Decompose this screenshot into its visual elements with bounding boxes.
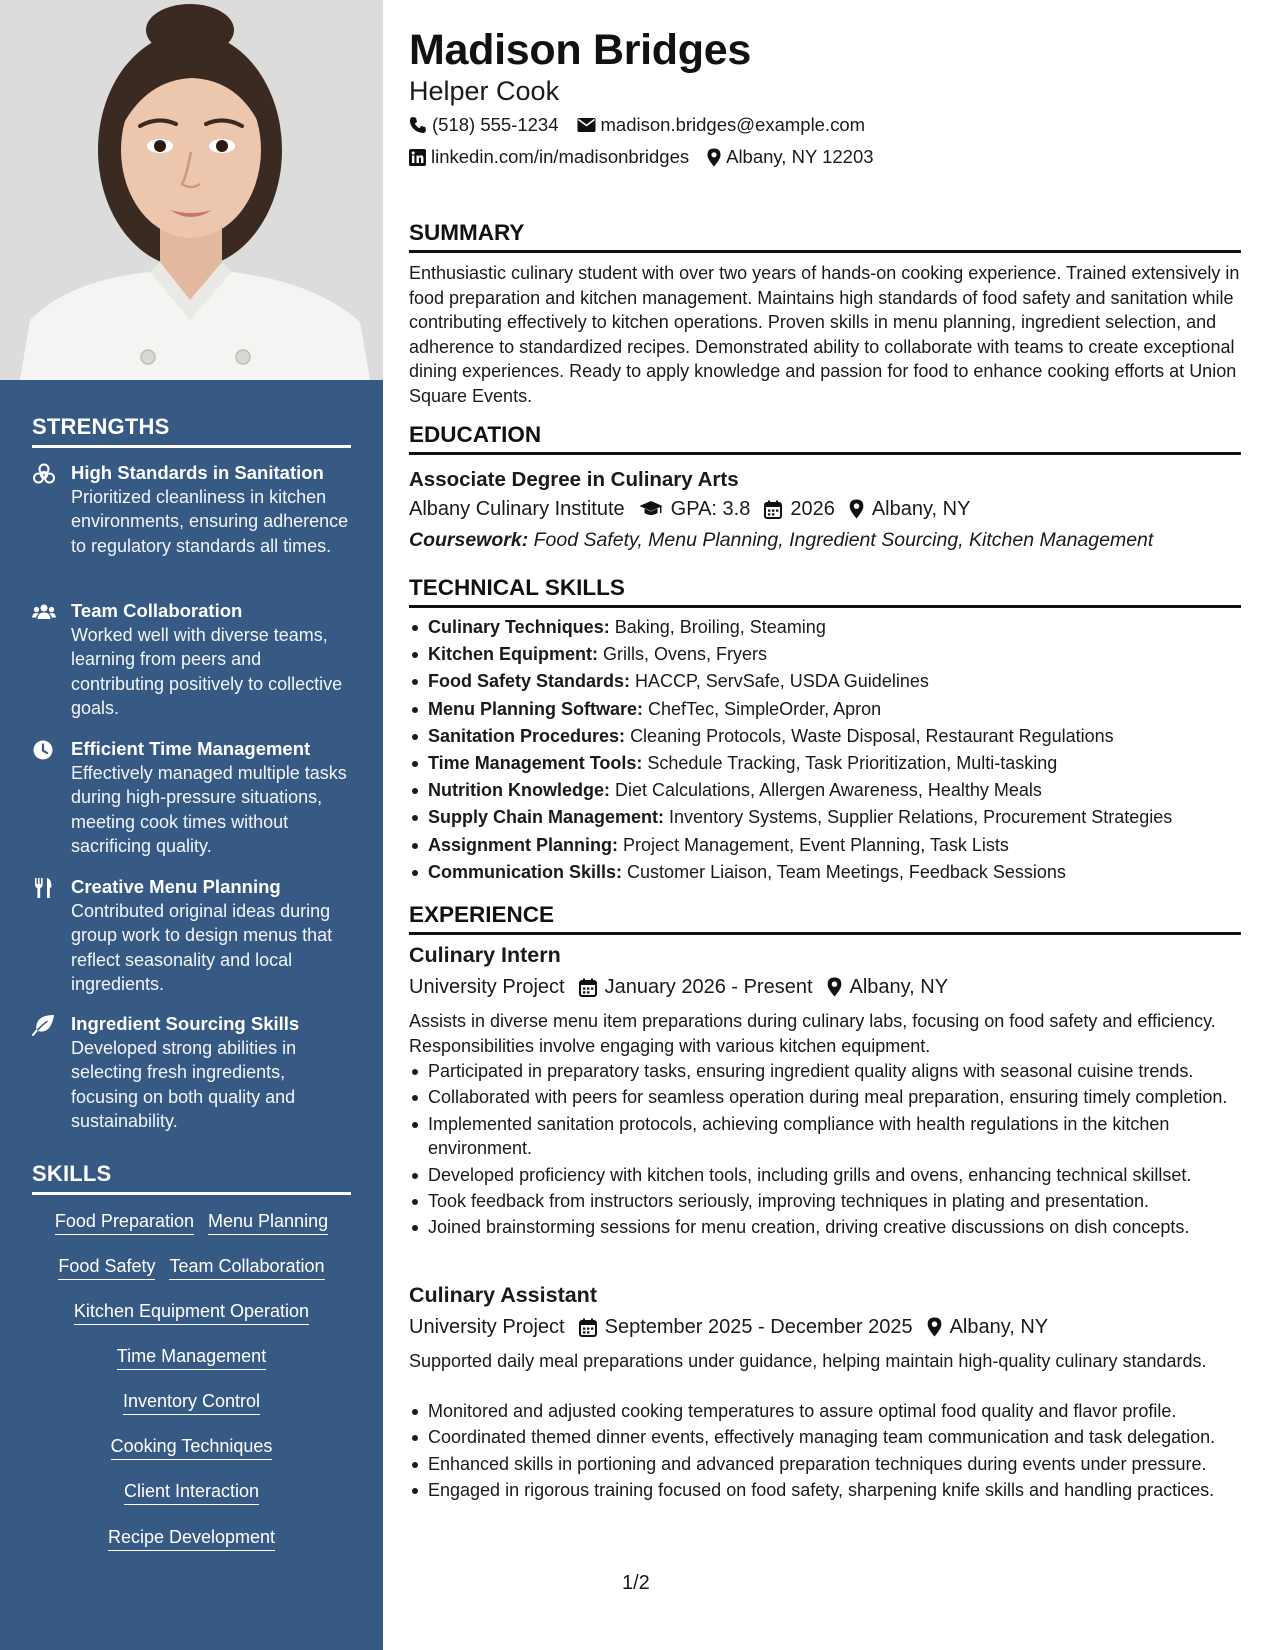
map-pin-icon — [927, 1317, 942, 1337]
job-org: University Project — [409, 1316, 565, 1338]
candidate-role: Helper Cook — [409, 76, 560, 106]
list-item: Time Management Tools: Schedule Tracking, Task Prioritization, Multi-tasking — [409, 751, 1241, 775]
graduation-cap-icon — [639, 500, 663, 518]
job-location: Albany, NY — [927, 1314, 1049, 1340]
skill-row — [0, 1434, 383, 1460]
strength-desc: Developed strong abilities in selecting fresh ingredients, focusing on both quality and sustainability. — [71, 1038, 297, 1132]
job-dates: September 2025 - December 2025 — [579, 1314, 913, 1340]
map-pin-icon — [849, 499, 864, 519]
list-item: Nutrition Knowledge: Diet Calculations, Allergen Awareness, Healthy Meals — [409, 778, 1241, 802]
calendar-icon — [764, 500, 782, 519]
skill-tag: Time Management — [117, 1344, 266, 1370]
list-item: Coordinated themed dinner events, effectively managing team communication and task delegation. — [409, 1425, 1241, 1449]
school-name: Albany Culinary Institute — [409, 498, 625, 520]
phone-contact — [409, 113, 559, 137]
location-contact — [707, 145, 873, 169]
list-item: Developed proficiency with kitchen tools, including grills and ovens, enhancing technical skillset. — [409, 1163, 1241, 1187]
location-text: Albany, NY 12203 — [726, 146, 874, 167]
graduation-year: 2026 — [764, 496, 835, 522]
list-item: Menu Planning Software: ChefTec, SimpleOrder, Apron — [409, 697, 1241, 721]
strength-desc: Prioritized cleanliness in kitchen environments, ensuring adherence to regulatory standards all times. — [71, 487, 349, 556]
degree-title: Associate Degree in Culinary Arts — [409, 468, 739, 491]
job-title: Culinary Assistant — [409, 1283, 597, 1307]
skill-tag: Cooking Techniques — [111, 1434, 273, 1460]
education-heading: EDUCATION — [409, 421, 1241, 455]
phone-text: (518) 555-1234 — [432, 114, 559, 135]
utensils-icon — [32, 877, 56, 899]
profile-photo — [0, 0, 383, 380]
map-pin-icon — [707, 148, 721, 167]
job-location: Albany, NY — [827, 974, 949, 1000]
job-bullets — [409, 1399, 1241, 1505]
strength-item — [32, 1012, 352, 1134]
calendar-icon — [579, 978, 597, 997]
skill-tag: Kitchen Equipment Operation — [74, 1299, 309, 1325]
strength-title: Ingredient Sourcing Skills — [71, 1013, 300, 1034]
skill-row — [0, 1299, 383, 1325]
list-item: Took feedback from instructors seriously, improving techniques in plating and presentation. — [409, 1189, 1241, 1213]
strength-desc: Effectively managed multiple tasks during high-pressure situations, meeting cook times without sacrificing quality. — [71, 763, 347, 857]
list-item: Engaged in rigorous training focused on food safety, sharpening knife skills and handling practices. — [409, 1478, 1241, 1502]
strength-item — [32, 875, 352, 997]
list-item: Kitchen Equipment: Grills, Ovens, Fryers — [409, 642, 1241, 666]
list-item: Assignment Planning: Project Management, Event Planning, Task Lists — [409, 833, 1241, 857]
biohazard-icon — [32, 463, 56, 485]
list-item: Enhanced skills in portioning and advanced preparation techniques during events under pressure. — [409, 1452, 1241, 1476]
skill-tag: Recipe Development — [108, 1525, 275, 1551]
job-summary: Supported daily meal preparations under guidance, helping maintain high-quality culinary standards. — [409, 1351, 1207, 1371]
list-item: Monitored and adjusted cooking temperatures to assure optimal food quality and flavor profile. — [409, 1399, 1241, 1423]
users-icon — [32, 601, 56, 623]
job-dates: January 2026 - Present — [579, 974, 813, 1000]
page-number: 1/2 — [622, 1572, 650, 1594]
list-item: Implemented sanitation protocols, achieving compliance with health regulations in the kitchen environment. — [409, 1112, 1241, 1161]
list-item: Food Safety Standards: HACCP, ServSafe, USDA Guidelines — [409, 669, 1241, 693]
list-item: Collaborated with peers for seamless operation during meal preparation, ensuring timely completion. — [409, 1085, 1241, 1109]
list-item: Culinary Techniques: Baking, Broiling, Steaming — [409, 615, 1241, 639]
skill-row — [0, 1344, 383, 1370]
strength-title: Team Collaboration — [71, 600, 243, 621]
gpa: GPA: 3.8 — [639, 496, 751, 522]
education-meta — [409, 496, 984, 522]
technical-skills-list — [409, 615, 1241, 887]
strength-desc: Contributed original ideas during group work to design menus that reflect seasonality and local ingredients. — [71, 901, 333, 995]
technical-skills-heading: TECHNICAL SKILLS — [409, 574, 1241, 608]
summary-text: Enthusiastic culinary student with over two years of hands-on cooking experience. Trained extensively in food preparation and kitchen management. Maintains high standards of food safety and sanitation while contributing effectively to kitchen operations. Proven skills in menu planning, ingredient selection, and adherence to standardized recipes. Demonstrated ability to collaborate with teams to create exceptional dining experiences. Ready to apply knowledge and passion for food to enhance cooking efforts at Union Square Events. — [409, 263, 1240, 406]
job-title: Culinary Intern — [409, 943, 561, 967]
linkedin-contact[interactable] — [409, 145, 689, 169]
experience-heading: EXPERIENCE — [409, 901, 1241, 935]
skill-tag: Food Safety — [58, 1254, 155, 1280]
list-item: Sanitation Procedures: Cleaning Protocols, Waste Disposal, Restaurant Regulations — [409, 724, 1241, 748]
strength-title: High Standards in Sanitation — [71, 462, 324, 483]
skill-tag: Inventory Control — [123, 1389, 260, 1415]
skills-heading: SKILLS — [32, 1161, 351, 1195]
skill-tag: Client Interaction — [124, 1479, 259, 1505]
skill-tag: Menu Planning — [208, 1209, 328, 1235]
coursework-line — [409, 527, 1153, 553]
email-link[interactable]: madison.bridges@example.com — [600, 114, 866, 135]
strengths-heading: STRENGTHS — [32, 414, 351, 448]
skill-row — [0, 1479, 383, 1505]
linkedin-link[interactable]: linkedin.com/in/madisonbridges — [431, 146, 690, 167]
coursework-label: Coursework: — [409, 529, 529, 551]
list-item: Participated in preparatory tasks, ensuring ingredient quality aligns with seasonal cuisine trends. — [409, 1059, 1241, 1083]
skill-tag: Team Collaboration — [169, 1254, 324, 1280]
contact-line — [409, 113, 883, 137]
strength-desc: Worked well with diverse teams, learning from peers and contributing positively to collective goals. — [71, 625, 343, 719]
calendar-icon — [579, 1318, 597, 1337]
strength-item — [32, 461, 352, 558]
school-location: Albany, NY — [849, 496, 971, 522]
job-org: University Project — [409, 976, 565, 998]
list-item: Communication Skills: Customer Liaison, Team Meetings, Feedback Sessions — [409, 860, 1241, 884]
job-bullets — [409, 1059, 1241, 1242]
strength-item — [32, 737, 352, 859]
skill-row — [0, 1525, 383, 1551]
map-pin-icon — [827, 977, 842, 997]
skill-row — [0, 1389, 383, 1415]
job-meta — [409, 974, 962, 1000]
skill-row — [0, 1254, 383, 1280]
phone-icon — [409, 116, 427, 134]
email-contact[interactable] — [577, 113, 866, 137]
contact-line — [409, 145, 892, 169]
sidebar — [0, 0, 383, 1650]
strength-title: Creative Menu Planning — [71, 876, 281, 897]
leaf-icon — [32, 1014, 56, 1036]
list-item: Joined brainstorming sessions for menu creation, driving creative discussions on dish concepts. — [409, 1215, 1241, 1239]
job-summary: Assists in diverse menu item preparations during culinary labs, focusing on food safety and efficiency. Responsibilities involve engaging with various kitchen equipment. — [409, 1011, 1216, 1056]
skill-tag: Food Preparation — [55, 1209, 194, 1235]
coursework-list: Food Safety, Menu Planning, Ingredient Sourcing, Kitchen Management — [533, 529, 1154, 551]
envelope-icon — [577, 117, 596, 133]
list-item: Supply Chain Management: Inventory Systems, Supplier Relations, Procurement Strategies — [409, 805, 1241, 829]
skill-row — [0, 1209, 383, 1235]
summary-heading: SUMMARY — [409, 219, 1241, 253]
job-meta — [409, 1314, 1062, 1340]
candidate-name: Madison Bridges — [409, 26, 751, 74]
linkedin-icon — [409, 149, 426, 166]
clock-icon — [32, 739, 56, 761]
strength-item — [32, 599, 352, 721]
strength-title: Efficient Time Management — [71, 738, 311, 759]
